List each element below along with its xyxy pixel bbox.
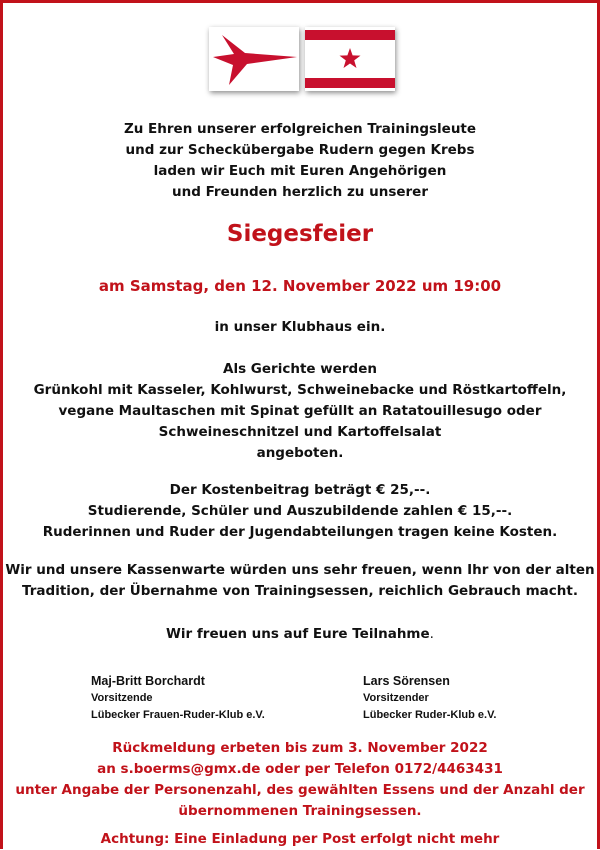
star-burgee-flag-icon [209, 27, 299, 91]
menu-line: vegane Maultaschen mit Spinat gefüllt an Ratatouillesugo oder [58, 403, 542, 419]
menu-line: Grünkohl mit Kasseler, Kohlwurst, Schweinebacke und Röstkartoffeln, [33, 382, 567, 398]
rsvp-line: unter Angabe der Personenzahl, des gewählten Essens und der Anzahl der [15, 782, 585, 798]
signature-club: Lübecker Ruder-Klub e.V. [363, 709, 497, 721]
closing-period: . [429, 626, 434, 642]
intro-line: laden wir Euch mit Euren Angehörigen [153, 163, 447, 179]
tradition-line: Tradition, der Übernahme von Trainingsessen, reichlich Gebrauch macht. [22, 583, 578, 599]
intro-line: und Freunden herzlich zu unserer [171, 184, 428, 200]
rsvp-line: an s.boerms@gmx.de oder per Telefon 0172/4463431 [97, 761, 503, 777]
menu-line: Schweineschnitzel und Kartoffelsalat [158, 424, 442, 440]
closing-line [3, 624, 597, 645]
signature-role: Vorsitzende [91, 692, 153, 704]
rsvp-paragraph [3, 738, 597, 822]
cost-line: Der Kostenbeitrag beträgt € 25,--. [169, 482, 431, 498]
menu-line: Als Gerichte werden [223, 361, 377, 377]
menu-paragraph [3, 359, 597, 464]
closing-text: Wir freuen uns auf Eure Teilnahme [166, 626, 430, 642]
cost-line: Ruderinnen und Ruder der Jugendabteilungen tragen keine Kosten. [42, 524, 558, 540]
signature-name: Lars Sörensen [363, 674, 450, 688]
signature-name: Maj-Britt Borchardt [91, 674, 205, 688]
cost-line: Studierende, Schüler und Auszubildende zahlen € 15,--. [87, 503, 513, 519]
intro-paragraph [3, 119, 597, 203]
costs-paragraph [3, 480, 597, 543]
flags-header [3, 27, 597, 97]
intro-line: Zu Ehren unserer erfolgreichen Trainingsleute [123, 121, 477, 137]
tradition-line: Wir und unsere Kassenwarte würden uns sehr freuen, wenn Ihr von der alten [5, 562, 595, 578]
menu-line: angeboten. [256, 445, 344, 461]
striped-star-flag-icon [305, 27, 395, 91]
signature-left [91, 673, 265, 724]
rsvp-line: übernommenen Trainingsessen. [178, 803, 422, 819]
star-burgee-flag [209, 27, 299, 91]
signature-right [363, 673, 496, 724]
signature-club: Lübecker Frauen-Ruder-Klub e.V. [91, 709, 265, 721]
event-title: Siegesfeier [226, 221, 374, 247]
striped-star-flag [305, 27, 395, 91]
rsvp-line: Rückmeldung erbeten bis zum 3. November 2022 [112, 740, 488, 756]
notice-line: Achtung: Eine Einladung per Post erfolgt nicht mehr [100, 831, 500, 847]
tradition-paragraph [3, 560, 597, 602]
signature-role: Vorsitzender [363, 692, 429, 704]
intro-line: und zur Scheckübergabe Rudern gegen Krebs [125, 142, 475, 158]
event-date: am Samstag, den 12. November 2022 um 19:00 [98, 277, 502, 295]
location-line: in unser Klubhaus ein. [214, 319, 386, 335]
